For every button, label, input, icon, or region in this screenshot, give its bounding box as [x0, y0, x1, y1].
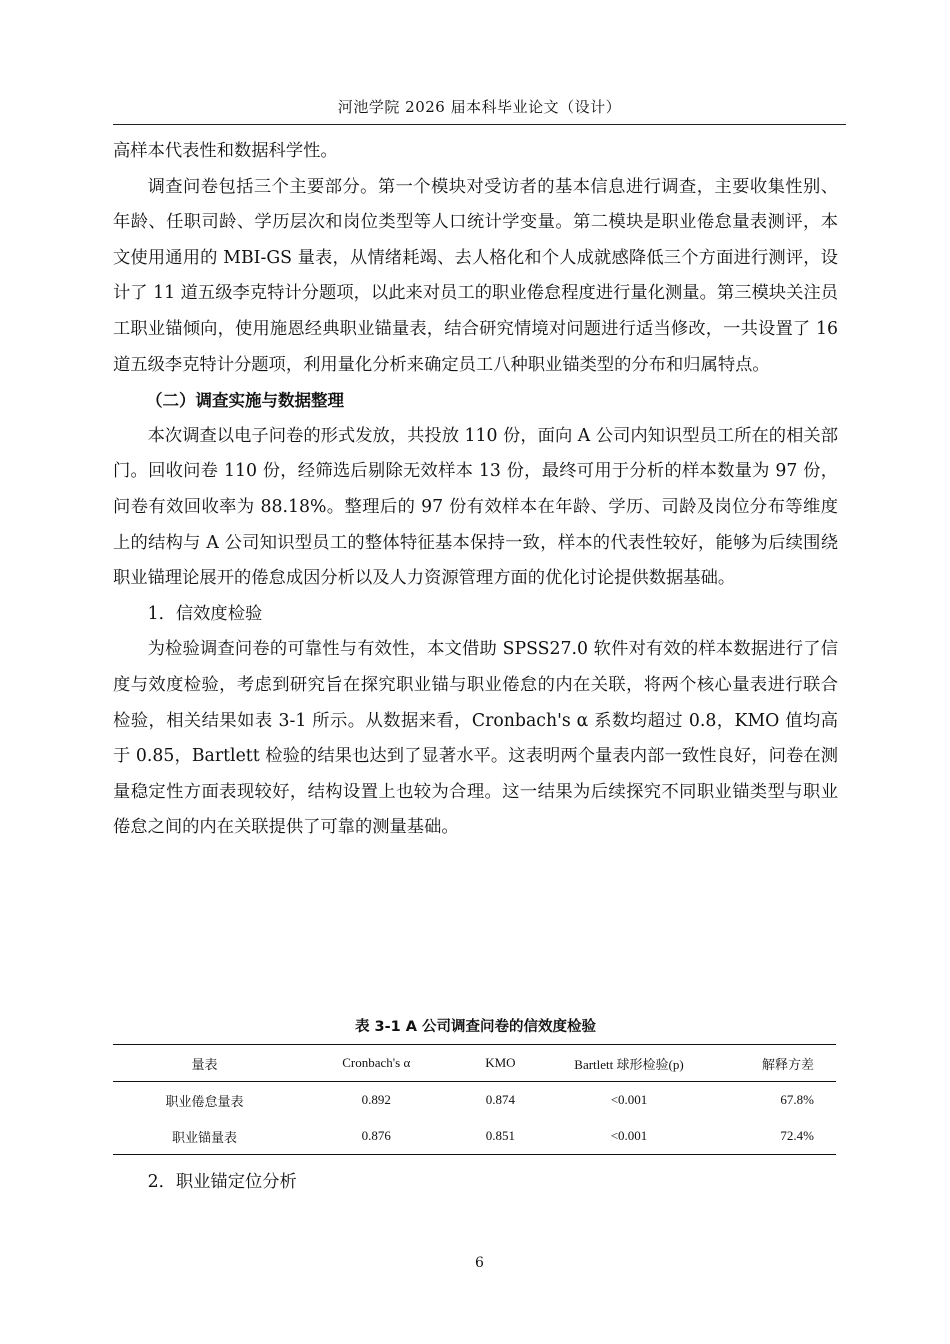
- table-cell: <0.001: [610, 1092, 648, 1107]
- subsection-heading-career-anchor: 2．职业锚定位分析: [147, 1172, 297, 1192]
- table-header-row: [113, 1045, 836, 1082]
- table-header-cell: 量表: [191, 1056, 218, 1072]
- paragraph-continuation: 高样本代表性和数据科学性。: [113, 141, 338, 161]
- table-cell: 0.876: [361, 1128, 391, 1143]
- table-cell: 72.4%: [780, 1128, 814, 1143]
- table-cell: <0.001: [610, 1128, 648, 1143]
- table-header-cell: 解释方差: [761, 1056, 814, 1072]
- table-header-cell: KMO: [485, 1055, 516, 1070]
- table-cell: 职业倦怠量表: [165, 1093, 244, 1109]
- table-cell: 0.851: [485, 1128, 516, 1143]
- section-heading: （二）调查实施与数据整理: [146, 391, 344, 411]
- table-cell: 0.892: [361, 1092, 391, 1107]
- table-header-cell: Bartlett 球形检验(p): [574, 1056, 684, 1072]
- paragraph-questionnaire-structure: 调查问卷包括三个主要部分。第一个模块对受访者的基本信息进行调查，主要收集性别、年龄、任职司龄、学历层次和岗位类型等人口统计学变量。第二模块是职业倦怠量表测评，本文使用通用的 MBI-GS 量表，从情绪耗竭、去人格化和个人成就感降低三个方面进行测评，设计了 11 道五级李克特计分题项，以此来对员工的职业倦怠程度进行量化测量。第三模块关注员工职业锚倾向，使用施恩经典职业锚量表，结合研究情境对问题进行适当修改，一共设置了 16 道五级李克特计分题项，利用量化分析来确定员工八种职业锚类型的分布和归属特点。: [113, 176, 838, 375]
- table-header-cell: Cronbach's α: [342, 1055, 411, 1070]
- table-cell: 0.874: [485, 1092, 516, 1107]
- table-cell: 67.8%: [780, 1092, 814, 1107]
- table-row: [113, 1118, 836, 1155]
- table-row: [113, 1082, 836, 1119]
- paragraph-reliability-validity: 为检验调查问卷的可靠性与有效性，本文借助 SPSS27.0 软件对有效的样本数据进行了信度与效度检验，考虑到研究旨在探究职业锚与职业倦怠的内在关联，将两个核心量表进行联合检验，相关结果如表 3-1 所示。从数据来看，Cronbach's α 系数均超过 0.8，KMO 值均高于 0.85，Bartlett 检验的结果也达到了显著水平。这表明两个量表内部一致性良好，问卷在测量稳定性方面表现较好，结构设置上也较为合理。这一结果为后续探究不同职业锚类型与职业倦怠之间的内在关联提供了可靠的测量基础。: [113, 639, 838, 838]
- table-caption: 表 3-1 A 公司调查问卷的信效度检验: [354, 1019, 597, 1035]
- reliability-table: [113, 1044, 836, 1155]
- body-text-after-table: [113, 1165, 838, 1201]
- header-rule: [113, 124, 846, 125]
- running-header: 河池学院 2026 届本科毕业论文（设计）: [337, 98, 622, 116]
- body-text: [113, 134, 838, 846]
- page-number: 6: [475, 1255, 484, 1271]
- subsection-heading-reliability: 1．信效度检验: [147, 603, 263, 624]
- table-cell: 职业锚量表: [171, 1129, 237, 1145]
- paragraph-survey-implementation: 本次调查以电子问卷的形式发放，共投放 110 份，面向 A 公司内知识型员工所在的相关部门。回收问卷 110 份，经筛选后剔除无效样本 13 份，最终可用于分析的样本数量为 97 份，问卷有效回收率为 88.18%。整理后的 97 份有效样本在年龄、学历、司龄及岗位分布等维度上的结构与 A 公司知识型员工的整体特征基本保持一致，样本的代表性较好，能够为后续围绕职业锚理论展开的倦怠成因分析以及人力资源管理方面的优化讨论提供数据基础。: [113, 425, 838, 589]
